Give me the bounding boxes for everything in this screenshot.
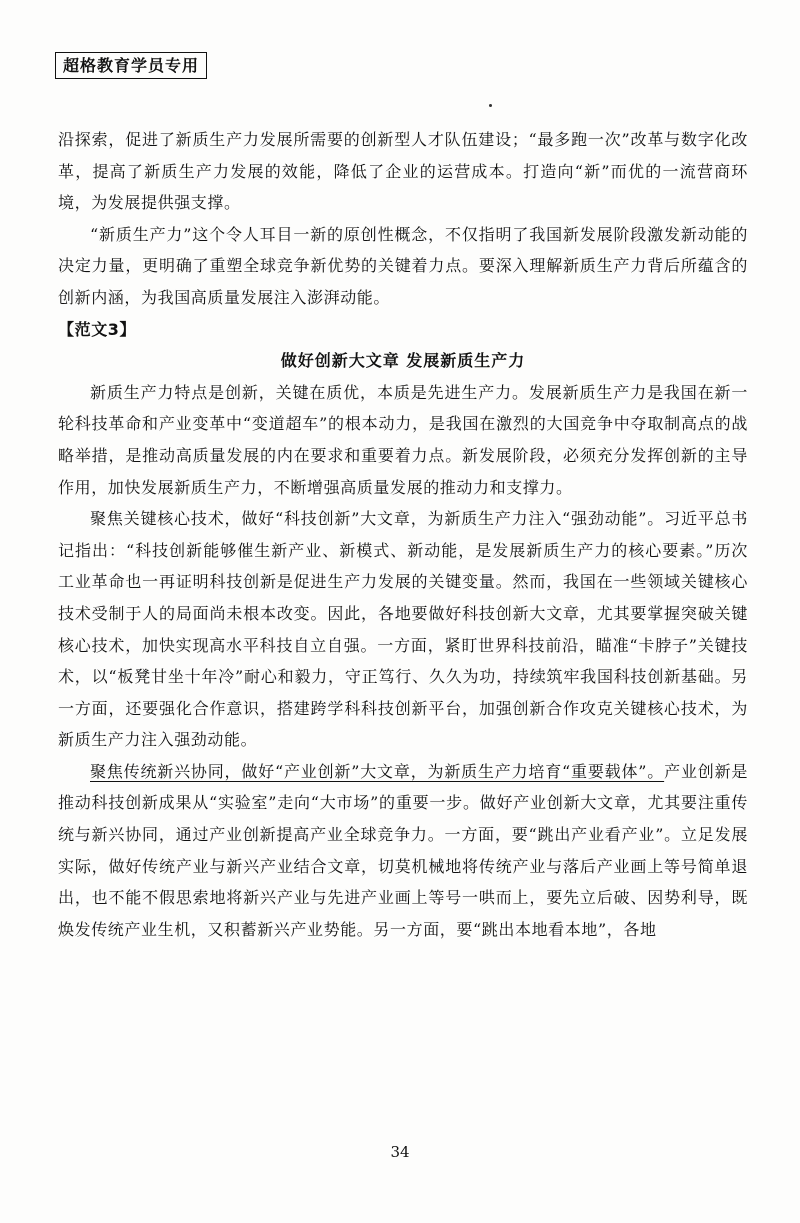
paragraph-text: 产业创新是推动科技创新成果从“实验室”走向“大市场”的重要一步。做好产业创新大文章，尤其要注重传统与新兴协同，通过产业创新提高产业全球竞争力。一方面，要“跳出产业看产业”。立足发展实际，做好传统产业与新兴产业结合文章，切莫机械地将传统产业与落后产业画上等号简单退出，也不能不假思索地将新兴产业与先进产业画上等号一哄而上，要先立后破、因势利导，既焕发传统产业生机，又积蓄新兴产业势能。另一方面，要“跳出本地看本地”，各地 [58, 761, 748, 939]
scan-speck [489, 104, 492, 107]
section-tag: 【范文3】 [58, 319, 137, 339]
page-number: 34 [390, 1143, 410, 1161]
paragraph [58, 756, 748, 946]
article-title: 做好创新大文章 发展新质生产力 [280, 351, 526, 371]
document-body [58, 124, 748, 945]
paragraph-continuation: 沿探索，促进了新质生产力发展所需要的创新型人才队伍建设；“最多跑一次”改革与数字化改革，提高了新质生产力发展的效能，降低了企业的运营成本。打造向“新”而优的一流营商环境，为发展提供强支撑。 [58, 130, 748, 213]
paragraph: 聚焦关键核心技术，做好“科技创新”大文章，为新质生产力注入“强劲动能”。习近平总书记指出：“科技创新能够催生新产业、新模式、新动能，是发展新质生产力的核心要素。”历次工业革命也一再证明科技创新是促进生产力发展的关键变量。然而，我国在一些领域关键核心技术受制于人的局面尚未根本改变。因此，各地要做好科技创新大文章，尤其要掌握突破关键核心技术，加快实现高水平科技自立自强。一方面，紧盯世界科技前沿，瞄准“卡脖子”关键技术，以“板凳甘坐十年冷”耐心和毅力，守正笃行、久久为功，持续筑牢我国科技创新基础。另一方面，还要强化合作意识，搭建跨学科科技创新平台，加强创新合作攻克关键核心技术，为新质生产力注入强劲动能。 [58, 509, 748, 750]
underlined-topic-sentence: 聚焦传统新兴协同，做好“产业创新”大文章，为新质生产力培育“重要载体”。 [90, 761, 665, 781]
paragraph: “新质生产力”这个令人耳目一新的原创性概念，不仅指明了我国新发展阶段激发新动能的决定力量，更明确了重塑全球竞争新优势的关键着力点。要深入理解新质生产力背后所蕴含的创新内涵，为我国高质量发展注入澎湃动能。 [58, 224, 748, 307]
header-stamp: 超格教育学员专用 [55, 52, 207, 79]
paragraph: 新质生产力特点是创新，关键在质优，本质是先进生产力。发展新质生产力是我国在新一轮科技革命和产业变革中“变道超车”的根本动力，是我国在激烈的大国竞争中夺取制高点的战略举措，是推动高质量发展的内在要求和重要着力点。新发展阶段，必须充分发挥创新的主导作用，加快发展新质生产力，不断增强高质量发展的推动力和支撑力。 [58, 382, 748, 497]
